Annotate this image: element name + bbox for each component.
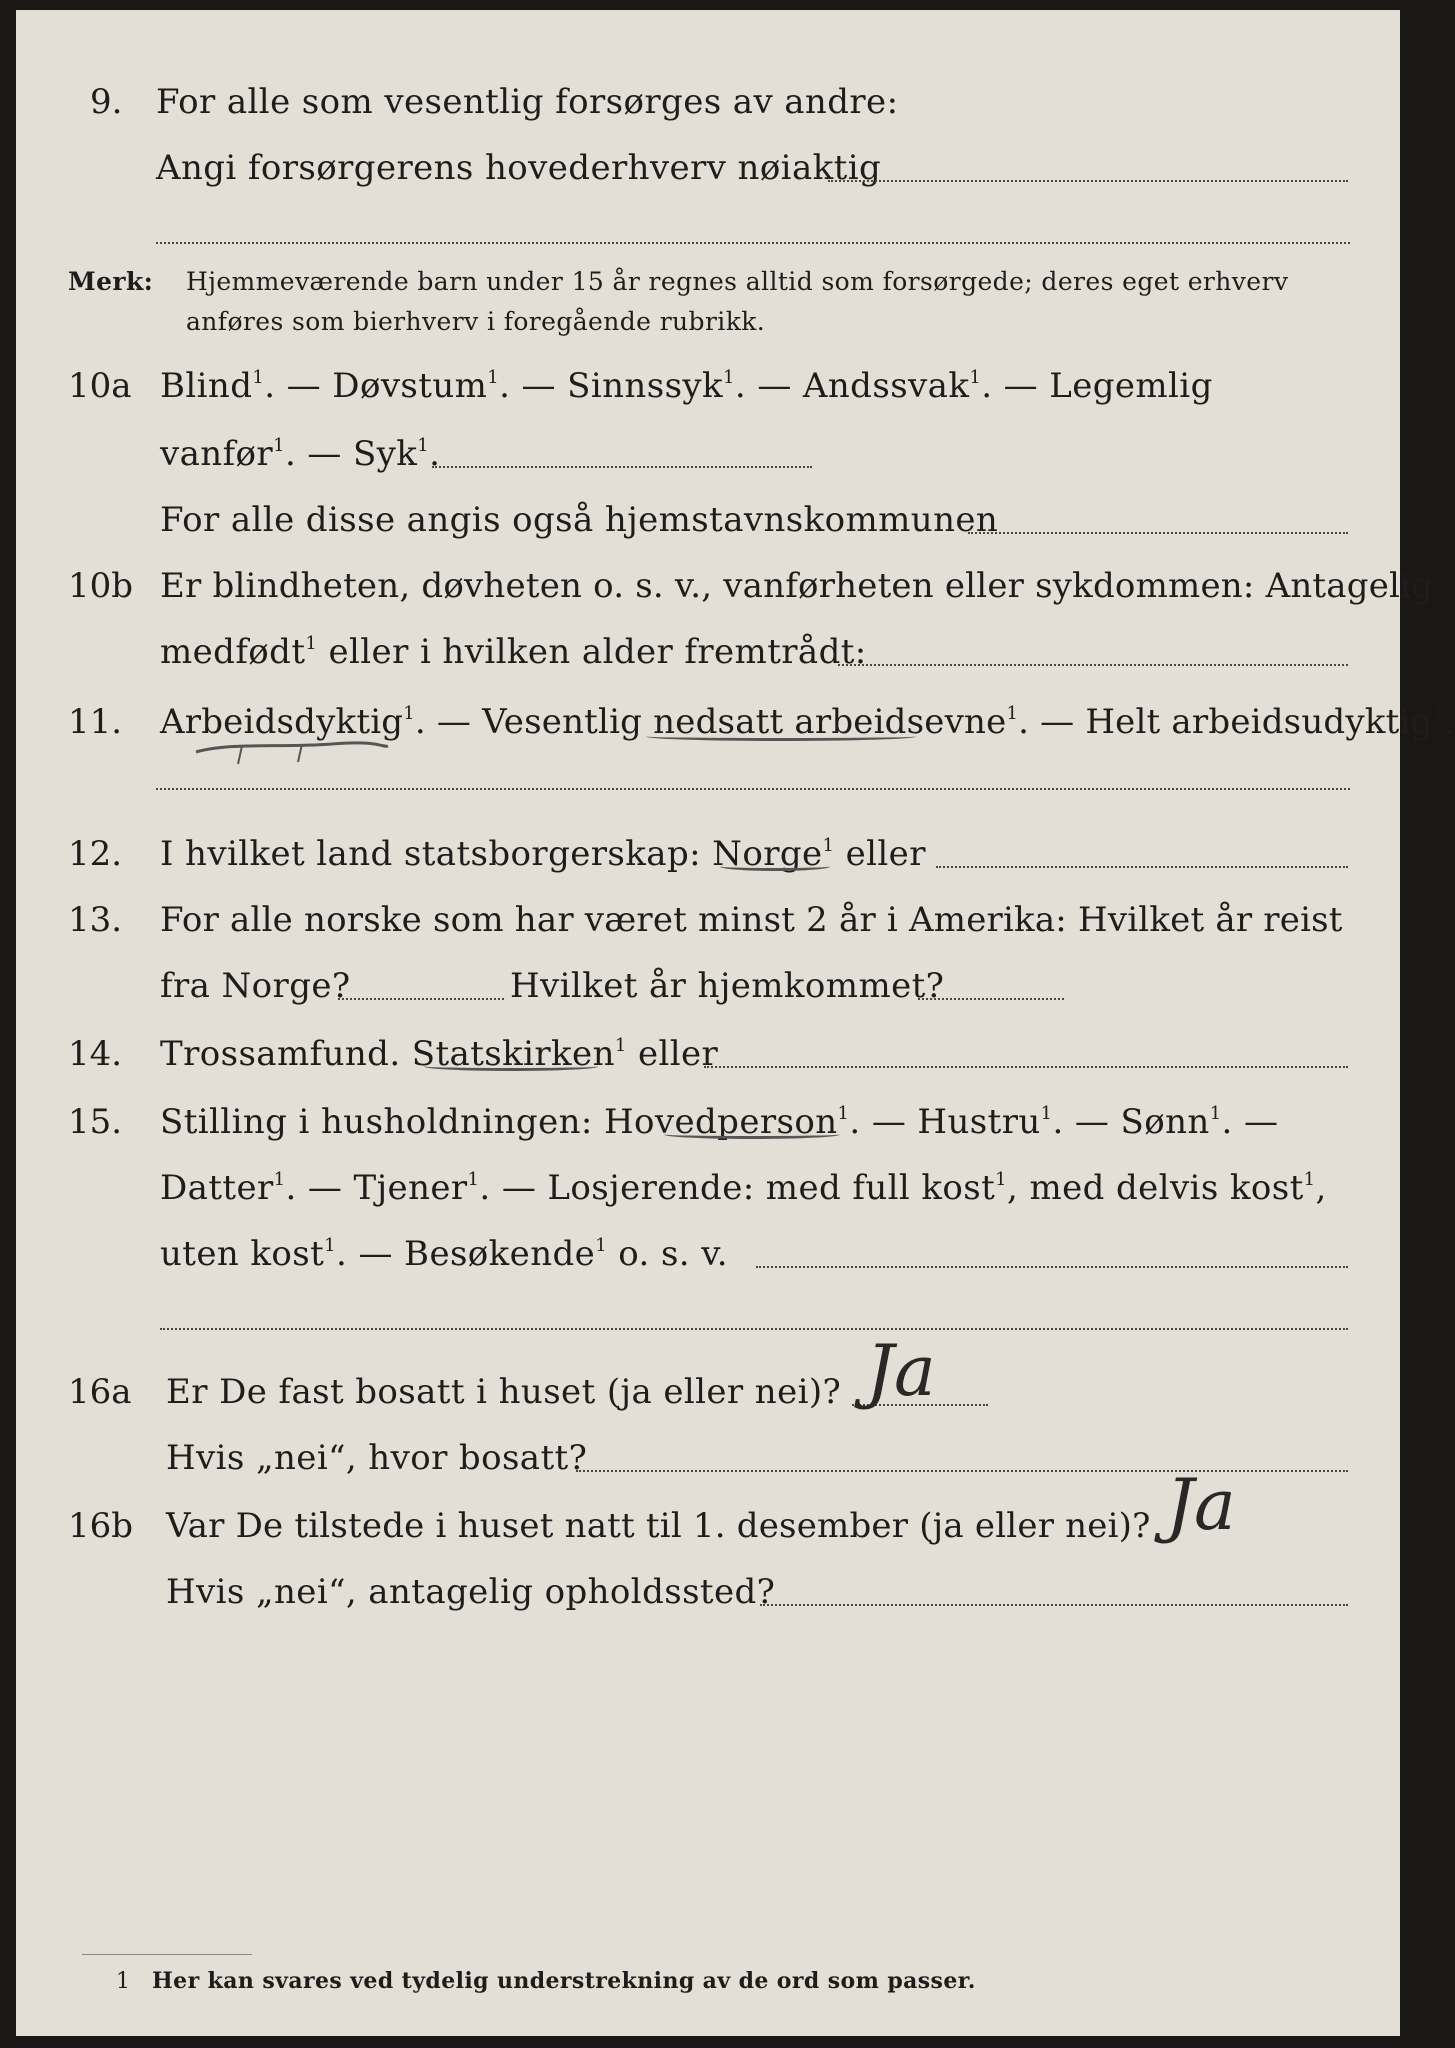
option-norge[interactable]: Norge: [712, 834, 823, 874]
q13-reist-answer-line[interactable]: [338, 998, 504, 1000]
q10b-line2: medfødt$^1$ eller i hvilken alder fremtrådt:: [160, 632, 867, 672]
q10b-line1: Er blindheten, døvheten o. s. v., vanførheten eller sykdommen: Antagelig: [160, 566, 1434, 606]
statskirken-underline: [424, 1062, 598, 1071]
q13-line1: For alle norske som har været minst 2 år i Amerika: Hvilket år reist: [160, 900, 1343, 940]
q11-number: 11.: [68, 702, 123, 742]
q9-question-line2: Angi forsørgerens hovederhverv nøiaktig: [156, 148, 882, 188]
q13-line2a: fra Norge?: [160, 966, 351, 1006]
q15-number: 15.: [68, 1102, 123, 1142]
q14-answer-line[interactable]: [704, 1066, 1348, 1068]
merk-line1: Hjemmeværende barn under 15 år regnes alltid som forsørgede; deres eget erhverv: [186, 267, 1289, 296]
q10b-number: 10b: [68, 566, 134, 606]
q16b-opholdssted-answer-line[interactable]: [760, 1604, 1348, 1606]
q9-answer-line-2[interactable]: [156, 242, 1350, 244]
q10a-syk-answer-line[interactable]: [432, 466, 812, 468]
option-arbeidsdyktig[interactable]: Arbeidsdyktig: [160, 702, 404, 742]
q15-line2: Datter$^1$. — Tjener$^1$. — Losjerende: med full kost$^1$, med delvis kost$^1$,: [160, 1168, 1327, 1208]
q11-answer-line[interactable]: [156, 788, 1350, 790]
option-syk[interactable]: . — Syk: [284, 434, 418, 474]
q15-line3: uten kost$^1$. — Besøkende$^1$ o. s. v.: [160, 1234, 728, 1274]
option-medfodt[interactable]: medfødt: [160, 632, 306, 672]
q16b-handwritten-answer: Ja: [1166, 1464, 1236, 1546]
q15-answer-line[interactable]: [756, 1266, 1348, 1268]
q10a-hjemstavn-answer-line[interactable]: [968, 532, 1348, 534]
option-blind[interactable]: Blind: [160, 366, 253, 406]
merk-label: Merk:: [68, 267, 154, 296]
q16a-line2: Hvis „nei“, hvor bosatt?: [166, 1438, 588, 1478]
q15-answer-line-2[interactable]: [160, 1328, 1348, 1330]
footnote-mark: 1: [116, 1969, 131, 1994]
q16b-line1: Var De tilstede i huset natt til 1. desember (ja eller nei)?: [166, 1506, 1151, 1546]
q12-line: I hvilket land statsborgerskap: Norge$^1$ eller: [160, 834, 926, 874]
option-nedsatt-arbeidsevne[interactable]: nedsatt arbeidsevne: [653, 702, 1007, 742]
q16b-line2: Hvis „nei“, antagelig opholdssted?: [166, 1572, 776, 1612]
q13-line2b: Hvilket år hjemkommet?: [510, 966, 945, 1006]
hovedperson-underline: [664, 1130, 840, 1139]
q9-question-line1: For alle som vesentlig forsørges av andre:: [156, 82, 899, 122]
norge-underline: [720, 862, 830, 871]
q10a-line2: vanfør$^1$. — Syk$^1$.: [160, 434, 441, 474]
q12-answer-line[interactable]: [936, 866, 1348, 868]
q11-line: Arbeidsdyktig$^1$. — Vesentlig nedsatt arbeidsevne$^1$. — Helt arbeidsudyktig$^1$.: [160, 702, 1455, 742]
arbeidsdyktig-strikethrough: [192, 736, 392, 766]
option-vanfor[interactable]: vanfør: [160, 434, 274, 474]
q15-line1: Stilling i husholdningen: Hovedperson$^1$. — Hustru$^1$. — Sønn$^1$. —: [160, 1102, 1279, 1142]
census-form-page: [16, 10, 1455, 2036]
q13-number: 13.: [68, 900, 123, 940]
q9-number: 9.: [90, 82, 123, 122]
q10b-answer-line[interactable]: [838, 664, 1348, 666]
q16a-line1: Er De fast bosatt i huset (ja eller nei)?: [166, 1372, 842, 1412]
q10a-number: 10a: [68, 366, 132, 406]
q12-number: 12.: [68, 834, 123, 874]
q16a-number: 16a: [68, 1372, 132, 1412]
nedsatt-arbeidsevne-underline: [646, 732, 916, 741]
q16a-handwritten-answer: Ja: [866, 1330, 936, 1412]
footnote-text: Her kan svares ved tydelig understrekning av de ord som passer.: [152, 1968, 976, 1994]
merk-line2: anføres som bierhverv i foregående rubrikk.: [186, 307, 766, 336]
option-statskirken[interactable]: Statskirken: [411, 1034, 615, 1074]
q16b-number: 16b: [68, 1506, 134, 1546]
q9-answer-line[interactable]: [828, 180, 1348, 182]
option-hovedperson[interactable]: Hovedperson: [603, 1102, 838, 1142]
q13-hjemkommet-answer-line[interactable]: [918, 998, 1064, 1000]
q10a-line3: For alle disse angis også hjemstavnskommunen: [160, 500, 999, 540]
footnote-rule: [82, 1954, 252, 1955]
q14-line: Trossamfund. Statskirken$^1$ eller: [160, 1034, 719, 1074]
q10a-line1: Blind$^1$. — Døvstum$^1$. — Sinnssyk$^1$. — Andssvak$^1$. — Legemlig: [160, 366, 1213, 406]
q14-number: 14.: [68, 1034, 123, 1074]
